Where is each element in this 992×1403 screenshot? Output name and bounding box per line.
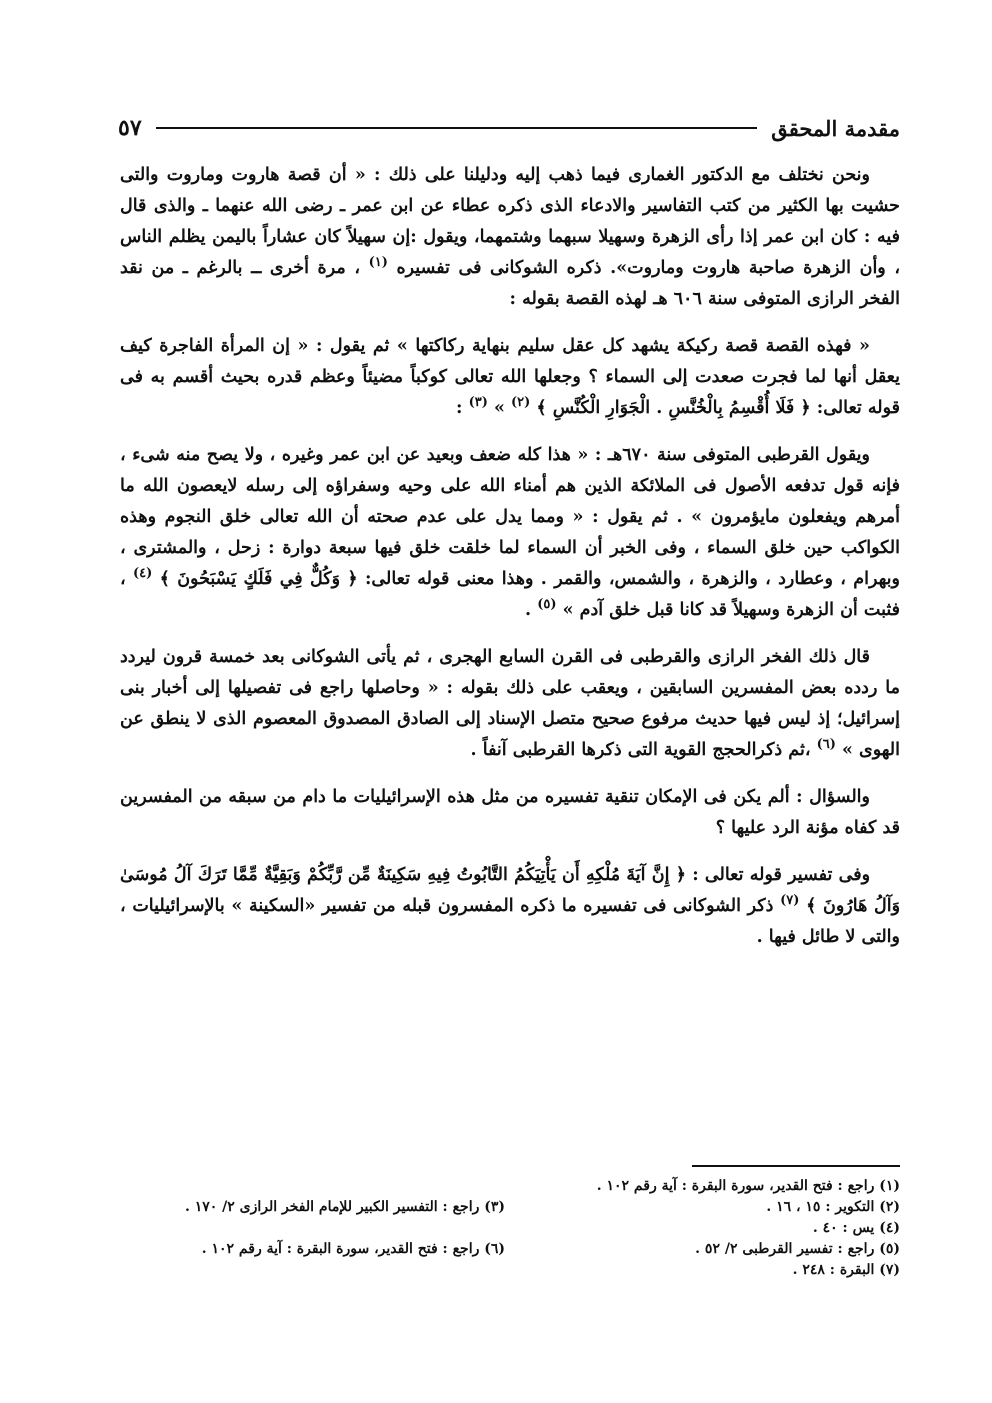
paragraph-6: وفى تفسير قوله تعالى : ﴿ إِنَّ آيَةَ مُلْكِهِ أَن يَأْتِيَكُمُ التَّابُوتُ فِيهِ سَكِينَةٌ مِّن رَّبِّكُمْ وَبَقِيَّةٌ مِّمَّا تَرَكَ آلُ مُوسَىٰ وَآلُ هَارُونَ ﴾ $^{(٧)}$ ذكر الشوكانى فى تفسيره ما ذكره المفسرون قبله من تفسير «السكينة » بالإسرائيليات ، والتى لا طائل فيها .	[120, 865, 901, 947]
paragraph-2: « فهذه القصة قصة ركيكة يشهد كل عقل سليم بنهاية ركاكتها » ثم يقول : « إن المرأة الفاجرة كيف يعقل أنها لما فجرت صعدت إلى السماء ؟ وجعلها الله تعالى كوكباً مضيئاً وعظم قدره بحيث أقسم به فى قوله تعالى: ﴿ فَلَا أُقْسِمُ بِالْخُنَّسِ . الْجَوَارِ الْكُنَّسِ ﴾ $^{(٢)}$ » $^{(٣)}$ :	[120, 336, 900, 418]
footnote-1: (١) راجع : فتح القدير، سورة البقرة : آية رقم ١٠٢ .	[596, 1178, 900, 1194]
footnote-ref[interactable]: (١)	[368, 255, 388, 271]
footnote-ref[interactable]: (٣)	[468, 395, 488, 411]
footnote-ref[interactable]: (٥)	[537, 597, 557, 613]
page-number: ٥٧	[118, 115, 142, 141]
paragraph-1: ونحن نختلف مع الدكتور الغمارى فيما ذهب إليه ودليلنا على ذلك : « أن قصة هاروت وماروت والتى حشيت بها الكثير من كتب التفاسير والادعاء الذى ذكره عطاء عن ابن عمر ـ رضى الله عنهما ـ والذى قال فيه : كان ابن عمر إذا رأى الزهرة وسهيلا سبهما وشتمهما، ويقول :إن سهيلاً كان عشاراً باليمن يظلم الناس ، وأن الزهرة صاحبة هاروت وماروت». ذكره الشوكانى فى تفسيره $^{(١)}$ ، مرة أخرى ــ بالرغم ـ من نقد الفخر الرازى المتوفى سنة ٦٠٦ هـ لهذه القصة بقوله :	[120, 165, 900, 309]
quran-verse: ﴿ إِنَّ آيَةَ مُلْكِهِ أَن يَأْتِيَكُمُ التَّابُوتُ فِيهِ سَكِينَةٌ مِّن رَّبِّكُمْ وَبَقِيَّةٌ مِّمَّا تَرَكَ آلُ مُوسَىٰ وَآلُ هَارُونَ ﴾	[120, 865, 901, 916]
paragraph-4: قال ذلك الفخر الرازى والقرطبى فى القرن السابع الهجرى ، ثم يأتى الشوكانى بعد خمسة قرون ليردد ما ردده بعض المفسرين السابقين ، ويعقب على ذلك بقوله : « وحاصلها راجع فى تفصيلها إلى أخبار بنى إسرائيل؛ إذ ليس فيها حديث مرفوع صحيح متصل الإسناد إلى الصادق المصدوق المعصوم الذى لا ينطق عن الهوى » $^{(٦)}$ ،ثم ذكرالحجج القوية التى ذكرها القرطبى آنفاً .	[120, 647, 900, 760]
footnote-7: (٧) البقرة : ٢٤٨ .	[792, 1262, 900, 1278]
footnote-row	[120, 1218, 900, 1239]
footnote-row	[120, 1260, 900, 1281]
quran-verse: ﴿ وَكُلٌّ فِي فَلَكٍ يَسْبَحُونَ ﴾	[159, 569, 358, 589]
footnote-row	[120, 1239, 900, 1260]
footnote-row	[120, 1197, 900, 1218]
paragraph-3: ويقول القرطبى المتوفى سنة ٦٧٠هـ : « هذا كله ضعف وبعيد عن ابن عمر وغيره ، ولا يصح منه شىء ، فإنه قول تدفعه الأصول فى الملائكة الذين هم أمناء الله على وحيه وسفراؤه إلى رسله لايعصون الله ما أمرهم ويفعلون مايؤمرون » . ثم يقول : « ومما يدل على عدم صحته أن الله تعالى خلق النجوم وهذه الكواكب حين خلق السماء ، وفى الخبر أن السماء لما خلقت خلق فيها سبعة دوارة : زحل ، والمشترى ، وبهرام ، وعطارد ، والزهرة ، والشمس، والقمر . وهذا معنى قوله تعالى: ﴿ وَكُلٌّ فِي فَلَكٍ يَسْبَحُونَ ﴾ $^{(٤)}$ ، فثبت أن الزهرة وسهيلاً قد كانا قبل خلق آدم » $^{(٥)}$ .	[120, 445, 900, 620]
page-header	[118, 108, 900, 148]
footnote-6: (٦) راجع : فتح القدير، سورة البقرة : آية رقم ١٠٢ .	[201, 1241, 505, 1257]
footnote-row	[120, 1176, 900, 1197]
header-rule	[156, 127, 758, 129]
footnotes	[120, 1176, 900, 1281]
footnote-separator	[692, 1165, 900, 1167]
footnote-ref[interactable]: (٧)	[780, 893, 800, 909]
footnote-ref[interactable]: (٦)	[816, 737, 836, 753]
footnote-5: (٥) راجع : تفسير القرطبى ٢/ ٥٢ .	[695, 1241, 900, 1257]
paragraph-5: والسؤال : ألم يكن فى الإمكان تنقية تفسيره من مثل هذه الإسرائيليات ما دام من سبقه من المفسرين قد كفاه مؤنة الرد عليها ؟	[120, 787, 900, 838]
footnote-ref[interactable]: (٢)	[511, 395, 531, 411]
chapter-title: مقدمة المحقق	[771, 115, 900, 141]
body-text	[120, 160, 900, 969]
footnote-2: (٢) التكوير : ١٥ ، ١٦ .	[766, 1199, 900, 1215]
footnote-4: (٤) يس : ٤٠ .	[812, 1220, 900, 1236]
quran-verse: ﴿ فَلَا أُقْسِمُ بِالْخُنَّسِ . الْجَوَارِ الْكُنَّسِ ﴾	[536, 398, 811, 418]
footnote-3: (٣) راجع : التفسير الكبير للإمام الفخر الرازى ٢/ ١٧٠ .	[184, 1199, 505, 1215]
footnote-ref[interactable]: (٤)	[132, 566, 153, 582]
